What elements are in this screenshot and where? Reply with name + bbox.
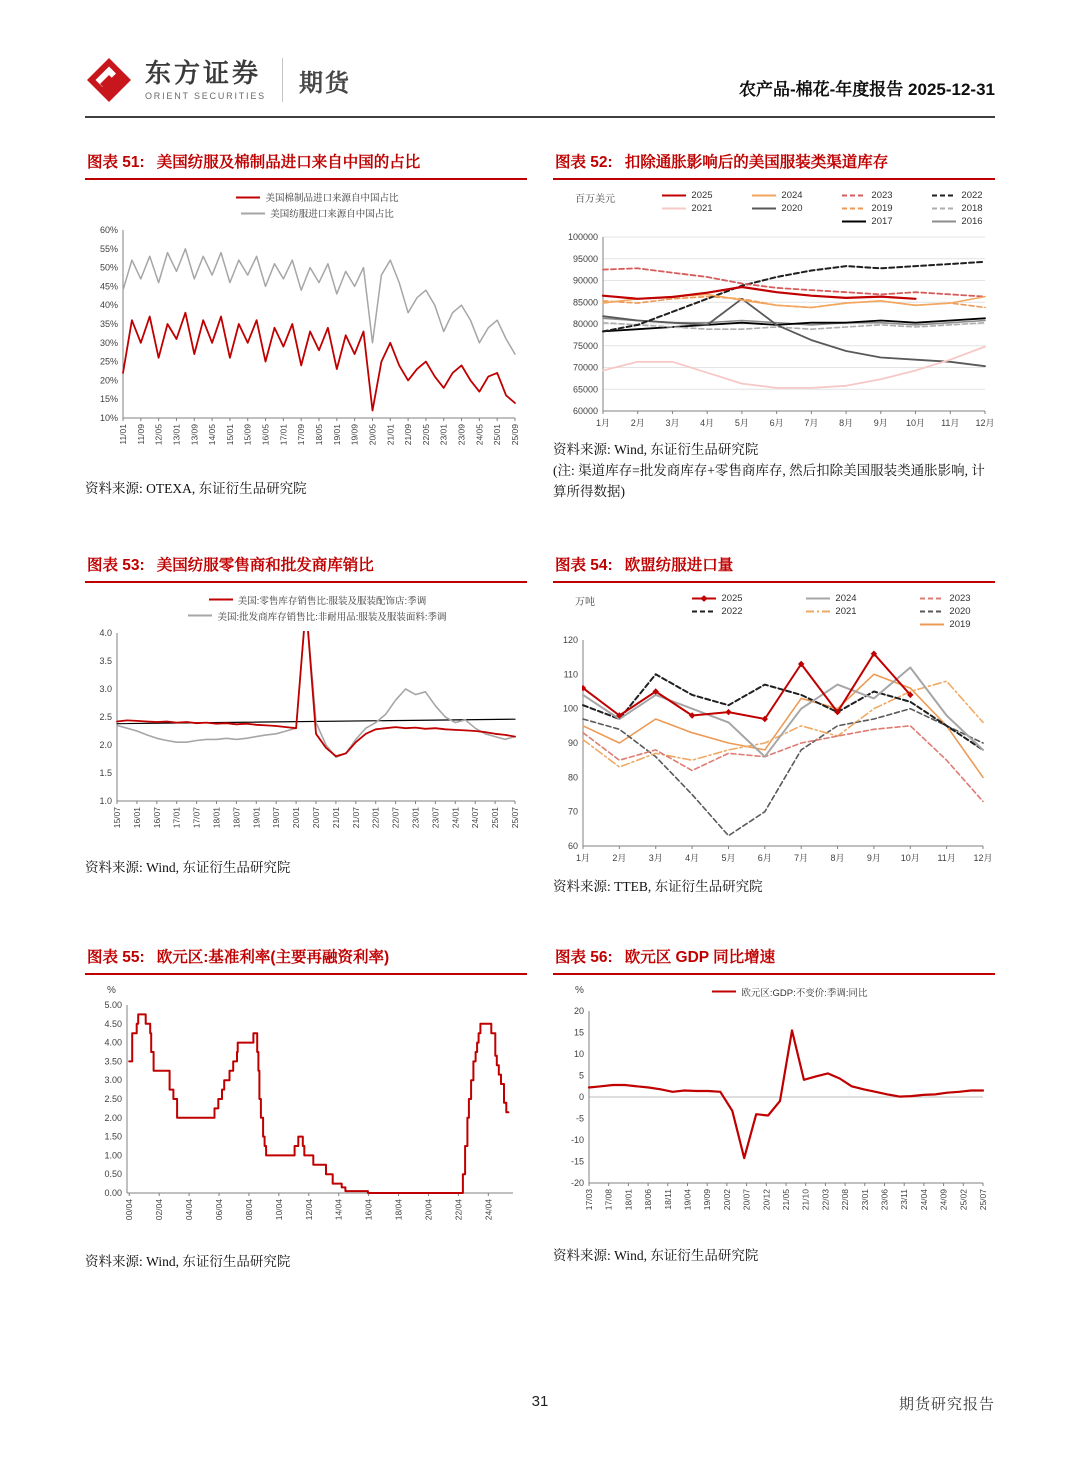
legend-label: 2020 — [949, 605, 971, 617]
legend-swatch — [805, 594, 831, 603]
svg-text:17/03: 17/03 — [584, 1188, 594, 1211]
chart-52 — [553, 229, 995, 433]
svg-text:10月: 10月 — [900, 852, 920, 863]
legend-item — [829, 216, 905, 227]
legend-label: 2017 — [871, 216, 893, 227]
legend-item — [919, 216, 995, 227]
brand-name-cn: 东方证券 — [145, 58, 262, 89]
svg-text:19/07: 19/07 — [271, 806, 282, 829]
page-number: 31 — [531, 1393, 549, 1410]
svg-text:17/08: 17/08 — [603, 1188, 614, 1211]
svg-text:15/09: 15/09 — [242, 424, 253, 446]
svg-text:23/01: 23/01 — [859, 1188, 870, 1211]
svg-text:50%: 50% — [99, 262, 118, 273]
legend-swatch — [919, 594, 945, 603]
legend-swatch — [841, 204, 867, 213]
svg-text:20/05: 20/05 — [367, 424, 378, 446]
svg-text:3.5: 3.5 — [99, 655, 112, 666]
svg-text:7月: 7月 — [804, 418, 819, 428]
legend-item — [829, 190, 905, 201]
legend-label: 2024 — [781, 190, 803, 201]
legend-label: 2016 — [961, 216, 983, 227]
svg-text:23/01: 23/01 — [438, 424, 449, 446]
svg-text:-5: -5 — [575, 1113, 584, 1124]
svg-text:60%: 60% — [99, 225, 118, 235]
svg-text:15/01: 15/01 — [224, 424, 235, 446]
svg-text:25/01: 25/01 — [490, 806, 501, 829]
legend-swatch — [691, 594, 717, 603]
legend-label: 2024 — [835, 592, 857, 604]
svg-text:65000: 65000 — [572, 384, 598, 395]
svg-text:-10: -10 — [570, 1134, 584, 1145]
svg-text:55%: 55% — [99, 243, 118, 254]
svg-text:1.0: 1.0 — [99, 795, 112, 806]
svg-text:5: 5 — [578, 1070, 584, 1081]
figure-52 — [553, 150, 995, 503]
svg-text:18/05: 18/05 — [314, 424, 324, 446]
chart-svg — [553, 632, 995, 870]
svg-text:22/03: 22/03 — [820, 1188, 831, 1211]
svg-text:80000: 80000 — [572, 319, 598, 329]
legend-swatch — [751, 204, 777, 213]
svg-text:4.00: 4.00 — [104, 1037, 122, 1048]
svg-text:18/01: 18/01 — [211, 806, 222, 829]
svg-text:-15: -15 — [570, 1156, 584, 1167]
legend-swatch — [208, 595, 234, 604]
svg-text:110: 110 — [563, 669, 578, 680]
legend-item — [649, 190, 725, 201]
svg-text:18/06: 18/06 — [643, 1188, 654, 1211]
legend-item — [829, 203, 905, 214]
figure-label: 图表 52: — [555, 154, 613, 171]
figure-label: 图表 54: — [555, 556, 613, 574]
svg-text:22/04: 22/04 — [453, 1198, 464, 1221]
legend-item — [919, 203, 995, 214]
svg-text:15%: 15% — [99, 394, 118, 405]
source-line: 资料来源: TTEB, 东证衍生品研究院 — [553, 878, 763, 894]
legend-swatch — [240, 209, 266, 218]
brand-name-en: ORIENT SECURITIES — [145, 90, 266, 101]
svg-text:15/07: 15/07 — [112, 806, 122, 829]
svg-text:6月: 6月 — [769, 418, 784, 428]
figures-grid — [0, 118, 1080, 1270]
svg-text:13/09: 13/09 — [189, 424, 200, 446]
svg-text:24/01: 24/01 — [450, 806, 461, 829]
chart-51 — [85, 222, 527, 472]
figure-label: 图表 56: — [555, 948, 613, 966]
svg-text:100000: 100000 — [567, 232, 598, 242]
svg-text:0.50: 0.50 — [104, 1169, 122, 1180]
figure-title-text: 欧盟纺服进口量 — [624, 556, 734, 574]
svg-text:19/01: 19/01 — [331, 424, 342, 446]
legend-label: 欧元区:GDP:不变价:季调:同比 — [741, 987, 868, 999]
chart-legend — [107, 188, 527, 222]
svg-text:18/11: 18/11 — [662, 1188, 673, 1210]
svg-text:1.5: 1.5 — [99, 767, 112, 778]
svg-text:-20: -20 — [570, 1177, 584, 1188]
legend-label: 2023 — [949, 592, 971, 604]
svg-text:0.00: 0.00 — [104, 1187, 122, 1198]
legend-item — [667, 593, 767, 604]
svg-text:16/07: 16/07 — [151, 806, 162, 829]
legend-item — [235, 190, 398, 204]
svg-text:5.00: 5.00 — [104, 999, 122, 1010]
legend-item — [781, 593, 881, 604]
svg-text:25/07: 25/07 — [978, 1188, 988, 1211]
page-header — [0, 0, 1080, 116]
svg-text:20/07: 20/07 — [741, 1188, 752, 1211]
svg-text:20/02: 20/02 — [721, 1188, 732, 1211]
legend-label: 美国棉制品进口来源自中国占比 — [265, 193, 399, 204]
legend-label: 2018 — [961, 203, 983, 214]
svg-text:24/09: 24/09 — [938, 1188, 949, 1211]
svg-text:95000: 95000 — [572, 253, 598, 264]
svg-text:19/01: 19/01 — [251, 806, 262, 829]
svg-text:18/01: 18/01 — [623, 1188, 634, 1211]
svg-text:17/01: 17/01 — [171, 806, 182, 829]
legend-item — [895, 606, 995, 617]
svg-text:2.00: 2.00 — [104, 1112, 122, 1123]
svg-text:25/09: 25/09 — [510, 424, 520, 446]
legend-item — [781, 606, 881, 617]
svg-text:19/09: 19/09 — [702, 1188, 713, 1211]
svg-text:12/04: 12/04 — [303, 1198, 314, 1221]
svg-text:21/05: 21/05 — [781, 1188, 791, 1211]
svg-text:7月: 7月 — [794, 852, 809, 863]
source-line: 资料来源: Wind, 东证衍生品研究院 — [553, 1247, 759, 1263]
svg-text:4月: 4月 — [685, 852, 700, 863]
svg-text:12月: 12月 — [975, 418, 995, 428]
legend-swatch — [751, 191, 777, 200]
svg-text:23/11: 23/11 — [899, 1188, 910, 1210]
svg-text:06/04: 06/04 — [214, 1198, 225, 1221]
svg-text:20/01: 20/01 — [291, 806, 302, 829]
chart-legend — [595, 591, 995, 632]
svg-text:0: 0 — [578, 1091, 584, 1102]
svg-text:2.5: 2.5 — [99, 711, 112, 722]
legend-item — [919, 190, 995, 201]
legend-item — [739, 190, 815, 201]
figure-title-text: 美国纺服及棉制品进口来自中国的占比 — [156, 154, 421, 171]
svg-text:60000: 60000 — [572, 406, 598, 416]
legend-swatch — [661, 204, 687, 213]
svg-text:08/04: 08/04 — [243, 1198, 254, 1221]
svg-text:100: 100 — [562, 703, 578, 714]
chart-svg — [553, 1001, 995, 1239]
chart-svg — [85, 997, 527, 1245]
svg-text:21/10: 21/10 — [800, 1188, 811, 1211]
svg-text:4月: 4月 — [700, 418, 715, 428]
svg-text:25/01: 25/01 — [492, 424, 503, 446]
svg-text:4.50: 4.50 — [104, 1018, 122, 1029]
report-title: 农产品-棉花-年度报告 2025-12-31 — [738, 80, 995, 99]
legend-label: 2022 — [721, 605, 743, 617]
header-divider — [282, 58, 283, 102]
svg-text:10: 10 — [573, 1048, 584, 1059]
legend-item — [208, 593, 426, 607]
svg-text:22/01: 22/01 — [370, 806, 381, 829]
svg-text:20: 20 — [573, 1005, 584, 1016]
legend-label: 2025 — [721, 592, 743, 604]
chart-legend — [615, 188, 995, 229]
svg-text:3月: 3月 — [648, 852, 663, 863]
svg-text:40%: 40% — [99, 300, 118, 311]
svg-text:16/05: 16/05 — [260, 424, 271, 446]
legend-swatch — [931, 191, 957, 200]
legend-swatch — [841, 191, 867, 200]
svg-text:23/06: 23/06 — [879, 1188, 890, 1211]
chart-svg — [553, 229, 995, 433]
chart-head — [85, 188, 527, 222]
svg-text:3.50: 3.50 — [104, 1056, 122, 1067]
chart-unit-label: % — [575, 984, 584, 996]
figure-title — [553, 553, 995, 583]
svg-text:12/05: 12/05 — [153, 424, 164, 446]
chart-head — [85, 591, 527, 625]
svg-text:24/04: 24/04 — [483, 1198, 494, 1221]
figure-55 — [85, 945, 527, 1270]
svg-text:60: 60 — [567, 840, 578, 851]
legend-swatch — [841, 217, 867, 226]
svg-text:90000: 90000 — [572, 275, 598, 286]
svg-text:17/01: 17/01 — [278, 424, 289, 446]
svg-text:02/04: 02/04 — [154, 1198, 165, 1221]
svg-text:1.00: 1.00 — [104, 1150, 122, 1161]
svg-text:13/01: 13/01 — [171, 424, 182, 446]
legend-label: 2021 — [691, 203, 713, 214]
svg-text:19/09: 19/09 — [349, 424, 360, 446]
svg-text:70000: 70000 — [572, 362, 598, 373]
svg-text:2.0: 2.0 — [99, 739, 112, 750]
legend-swatch — [711, 987, 737, 996]
figure-label: 图表 55: — [87, 948, 145, 966]
source-line: 资料来源: OTEXA, 东证衍生品研究院 — [85, 481, 307, 496]
figure-note: (注: 渠道库存=批发商库存+零售商库存, 然后扣除美国服装类通胀影响, 计算所得数据) — [553, 463, 985, 499]
svg-text:1月: 1月 — [595, 418, 611, 428]
svg-text:3.00: 3.00 — [104, 1075, 122, 1086]
svg-text:21/01: 21/01 — [385, 424, 396, 446]
svg-text:21/07: 21/07 — [350, 806, 361, 829]
figure-label: 图表 53: — [87, 556, 145, 574]
chart-head — [553, 983, 995, 1001]
svg-text:18/07: 18/07 — [231, 806, 242, 829]
svg-text:35%: 35% — [99, 319, 118, 329]
brand-text — [145, 59, 266, 101]
product-line-label: 期货 — [298, 69, 351, 97]
legend-label: 2021 — [835, 605, 857, 617]
chart-legend — [116, 983, 527, 987]
svg-text:14/04: 14/04 — [333, 1198, 344, 1221]
svg-text:90: 90 — [567, 737, 578, 748]
chart-54 — [553, 632, 995, 870]
legend-item — [240, 206, 394, 220]
svg-text:00/04: 00/04 — [124, 1198, 135, 1221]
svg-text:2月: 2月 — [630, 418, 645, 428]
svg-text:17/09: 17/09 — [296, 424, 307, 446]
svg-text:10月: 10月 — [906, 418, 926, 428]
legend-item — [667, 606, 767, 617]
svg-text:20/04: 20/04 — [423, 1198, 434, 1221]
svg-text:23/09: 23/09 — [456, 424, 467, 446]
chart-head — [553, 591, 995, 632]
svg-text:8月: 8月 — [830, 852, 845, 863]
svg-text:23/07: 23/07 — [430, 806, 441, 829]
svg-text:25/02: 25/02 — [958, 1188, 969, 1211]
legend-item — [895, 619, 995, 630]
svg-text:22/07: 22/07 — [390, 806, 401, 829]
svg-text:24/04: 24/04 — [918, 1188, 929, 1211]
svg-text:85000: 85000 — [572, 297, 598, 308]
legend-item — [739, 203, 815, 214]
legend-item — [187, 609, 446, 623]
svg-text:19/04: 19/04 — [682, 1188, 693, 1211]
source-line: 资料来源: Wind, 东证衍生品研究院 — [85, 859, 291, 875]
svg-text:6月: 6月 — [757, 852, 772, 863]
footer-label: 期货研究报告 — [898, 1397, 995, 1413]
chart-unit-label: 百万美元 — [575, 194, 615, 205]
svg-text:1月: 1月 — [575, 852, 591, 863]
svg-text:11/01: 11/01 — [118, 424, 128, 445]
svg-text:75000: 75000 — [572, 340, 598, 351]
figure-label: 图表 51: — [87, 154, 145, 171]
svg-text:4.0: 4.0 — [99, 627, 112, 638]
chart-head — [553, 188, 995, 229]
legend-swatch — [931, 217, 957, 226]
legend-item — [895, 593, 995, 604]
legend-swatch — [661, 191, 687, 200]
chart-head — [85, 983, 527, 997]
svg-text:04/04: 04/04 — [184, 1198, 195, 1221]
svg-text:14/05: 14/05 — [207, 424, 218, 446]
svg-text:25/07: 25/07 — [510, 806, 520, 829]
legend-label: 2022 — [961, 190, 983, 201]
svg-text:22/05: 22/05 — [420, 424, 431, 446]
svg-text:21/09: 21/09 — [403, 424, 414, 446]
svg-text:25%: 25% — [99, 356, 118, 367]
svg-text:11/09: 11/09 — [135, 424, 146, 445]
svg-text:3.0: 3.0 — [99, 683, 112, 694]
svg-text:9月: 9月 — [873, 418, 888, 428]
legend-item — [711, 985, 867, 999]
svg-text:9月: 9月 — [866, 852, 881, 863]
legend-label: 美国:零售库存销售比:服装及服装配饰店:季调 — [237, 595, 427, 607]
svg-text:24/07: 24/07 — [470, 806, 481, 829]
svg-text:22/08: 22/08 — [840, 1188, 851, 1211]
svg-text:11月: 11月 — [937, 852, 956, 863]
figure-title — [553, 150, 995, 180]
orient-securities-logo — [85, 56, 133, 104]
svg-text:17/07: 17/07 — [191, 806, 202, 829]
legend-label: 2019 — [949, 618, 971, 630]
svg-text:3月: 3月 — [665, 418, 680, 428]
legend-label: 2025 — [691, 190, 713, 201]
svg-text:20/12: 20/12 — [761, 1188, 772, 1211]
svg-text:16/01: 16/01 — [131, 806, 142, 829]
svg-text:15: 15 — [573, 1027, 584, 1038]
svg-text:10/04: 10/04 — [273, 1198, 284, 1221]
svg-text:12月: 12月 — [973, 852, 993, 863]
svg-text:5月: 5月 — [721, 852, 736, 863]
legend-swatch — [187, 611, 213, 620]
figure-51 — [85, 150, 527, 503]
chart-55 — [85, 997, 527, 1245]
brand-block — [85, 56, 351, 104]
figure-title-text: 扣除通胀影响后的美国服装类渠道库存 — [624, 154, 889, 171]
page-footer — [85, 1393, 995, 1413]
chart-legend — [584, 983, 995, 1001]
chart-svg — [85, 625, 527, 851]
svg-text:2月: 2月 — [612, 852, 627, 863]
svg-text:120: 120 — [562, 634, 578, 645]
legend-swatch — [691, 607, 717, 616]
chart-53 — [85, 625, 527, 851]
svg-text:45%: 45% — [99, 281, 118, 292]
svg-text:1.50: 1.50 — [104, 1131, 122, 1142]
chart-unit-label: 万吨 — [575, 596, 595, 608]
legend-swatch — [931, 204, 957, 213]
svg-text:24/05: 24/05 — [474, 424, 485, 446]
svg-text:16/04: 16/04 — [363, 1198, 374, 1221]
figure-53 — [85, 553, 527, 895]
figure-title — [85, 945, 527, 975]
chart-svg — [85, 222, 527, 472]
legend-swatch — [919, 607, 945, 616]
svg-text:20%: 20% — [99, 375, 118, 386]
svg-text:5月: 5月 — [734, 418, 749, 428]
figure-54 — [553, 553, 995, 895]
legend-label: 美国:批发商库存销售比:非耐用品:服装及服装面料:季调 — [217, 611, 447, 623]
source-line: 资料来源: Wind, 东证衍生品研究院 — [85, 1253, 291, 1269]
legend-swatch — [919, 620, 945, 629]
svg-text:10%: 10% — [99, 413, 118, 423]
chart-56 — [553, 1001, 995, 1239]
figure-56 — [553, 945, 995, 1270]
svg-text:2.50: 2.50 — [104, 1093, 122, 1104]
figure-title-text: 欧元区:基准利率(主要再融资利率) — [156, 948, 390, 966]
legend-label: 2023 — [871, 190, 893, 201]
svg-text:20/07: 20/07 — [311, 806, 321, 829]
chart-legend — [107, 591, 527, 625]
figure-title — [85, 553, 527, 583]
svg-text:30%: 30% — [99, 337, 118, 348]
svg-text:21/01: 21/01 — [330, 806, 341, 829]
legend-label: 美国纺服进口来源自中国占比 — [270, 209, 394, 220]
figure-title-text: 美国纺服零售商和批发商库销比 — [156, 556, 374, 574]
source-line: 资料来源: Wind, 东证衍生品研究院 — [553, 442, 759, 457]
svg-text:23/01: 23/01 — [410, 806, 421, 829]
figure-title — [553, 945, 995, 975]
svg-text:80: 80 — [567, 772, 578, 783]
figure-title-text: 欧元区 GDP 同比增速 — [624, 948, 776, 966]
svg-text:8月: 8月 — [839, 418, 854, 428]
chart-unit-label: % — [107, 984, 116, 996]
svg-text:11月: 11月 — [941, 418, 960, 428]
figure-title — [85, 150, 527, 180]
svg-text:18/04: 18/04 — [393, 1198, 404, 1221]
svg-text:70: 70 — [567, 806, 578, 817]
legend-swatch — [805, 607, 831, 616]
legend-label: 2019 — [871, 203, 893, 214]
legend-item — [649, 203, 725, 214]
legend-swatch — [235, 193, 261, 202]
legend-label: 2020 — [781, 203, 803, 214]
